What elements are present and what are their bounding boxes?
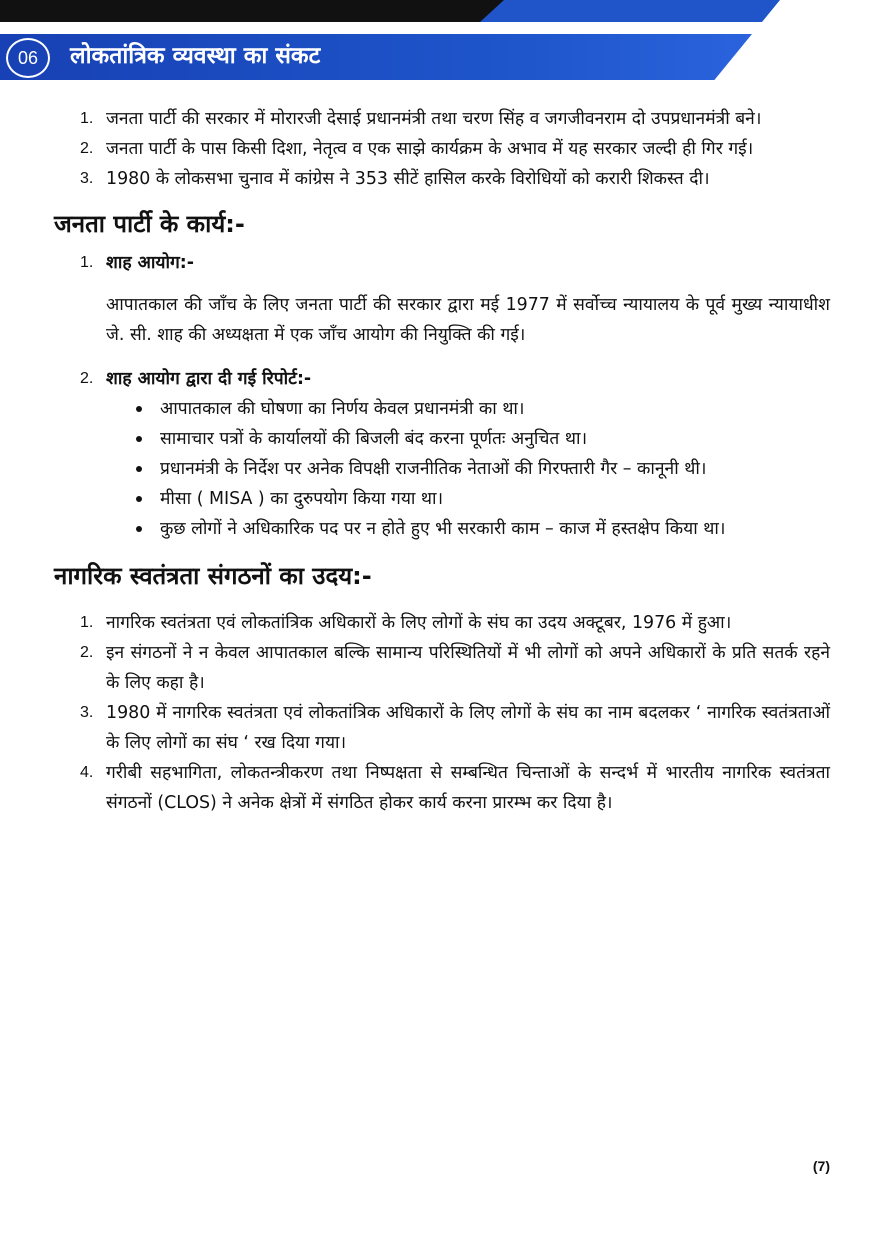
bullet-dot [136,526,142,532]
page-content [54,104,830,818]
list-item [54,608,830,638]
list-item [54,758,830,818]
bullet-item [54,424,830,454]
list-item [54,248,830,278]
list-number: 2. [80,644,94,661]
header-blue-accent [480,0,780,22]
bullet-dot [136,436,142,442]
list-item [54,638,830,698]
bullet-text: कुछ लोगों ने अधिकारिक पद पर न होते हुए भी सरकारी काम – काज में हस्तक्षेप किया था। [160,519,726,539]
list-item [54,364,830,394]
subheading-shah-report: शाह आयोग द्वारा दी गई रिपोर्ट:- [106,369,312,389]
list-number: 3. [80,170,94,187]
shah-commission-paragraph: आपातकाल की जाँच के लिए जनता पार्टी की सरकार द्वारा मई 1977 में सर्वोच्च न्यायालय के पूर्व मुख्य न्यायाधीश जे. सी. शाह की अध्यक्षता में एक जाँच आयोग की नियुक्ति की गई। [106,295,830,345]
intro-list [54,104,830,194]
janata-works-list [54,248,830,278]
list-text: जनता पार्टी के पास किसी दिशा, नेतृत्व व एक साझे कार्यक्रम के अभाव में यह सरकार जल्दी ही गिर गई। [106,139,754,159]
list-item [54,698,830,758]
list-item [54,164,830,194]
bullet-item [54,454,830,484]
header-black-bar [0,0,520,22]
list-number: 1. [80,254,94,271]
list-text: नागरिक स्वतंत्रता एवं लोकतांत्रिक अधिकारों के लिए लोगों के संघ का उदय अक्टूबर, 1976 में हुआ। [106,613,732,633]
list-text: इन संगठनों ने न केवल आपातकाल बल्कि सामान्य परिस्थितियों में भी लोगों को अपने अधिकारों के प्रति सतर्क रहने के लिए कहा है। [106,643,830,693]
list-number: 2. [80,140,94,157]
bullet-text: सामाचार पत्रों के कार्यालयों की बिजली बंद करना पूर्णतः अनुचित था। [160,429,588,449]
list-item [54,134,830,164]
bullet-item [54,484,830,514]
bullet-text: आपातकाल की घोषणा का निर्णय केवल प्रधानमंत्री का था। [160,399,525,419]
shah-report-bullets [54,394,830,544]
section-heading-civil-liberties: नागरिक स्वतंत्रता संगठनों का उदय:- [54,562,372,590]
list-number: 1. [80,614,94,631]
bullet-dot [136,466,142,472]
list-text: गरीबी सहभागिता, लोकतन्त्रीकरण तथा निष्पक्षता से सम्बन्धित चिन्ताओं के सन्दर्भ में भारतीय नागरिक स्वतंत्रता संगठनों (CLOS) ने अनेक क्षेत्रों में संगठित होकर कार्य करना प्रारम्भ कर दिया है। [106,763,830,813]
list-number: 1. [80,110,94,127]
list-number: 4. [80,764,94,781]
section-heading-janata-works: जनता पार्टी के कार्य:- [54,210,245,238]
bullet-item [54,514,830,544]
list-number: 2. [80,370,94,387]
chapter-title: लोकतांत्रिक व्यवस्था का संकट [70,43,321,69]
bullet-dot [136,406,142,412]
list-text: 1980 के लोकसभा चुनाव में कांग्रेस ने 353 सीटें हासिल करके विरोधियों को करारी शिकस्त दी। [106,169,710,189]
bullet-text: मीसा ( MISA ) का दुरुपयोग किया गया था। [160,489,444,509]
bullet-item [54,394,830,424]
page-number: (7) [812,1158,830,1174]
list-number: 3. [80,704,94,721]
list-text: जनता पार्टी की सरकार में मोरारजी देसाई प्रधानमंत्री तथा चरण सिंह व जगजीवनराम दो उपप्रधानमंत्री बने। [106,109,762,129]
chapter-number-badge: 06 [6,38,50,78]
civil-liberties-list [54,608,830,818]
janata-works-list-cont [54,364,830,394]
subheading-shah-commission: शाह आयोग:- [106,253,194,273]
bullet-text: प्रधानमंत्री के निर्देश पर अनेक विपक्षी राजनीतिक नेताओं की गिरफ्तारी गैर – कानूनी थी। [160,459,707,479]
list-item [54,104,830,134]
bullet-dot [136,496,142,502]
list-text: 1980 में नागरिक स्वतंत्रता एवं लोकतांत्रिक अधिकारों के लिए लोगों के संघ का नाम बदलकर ‘ नागरिक स्वतंत्रताओं के लिए लोगों का संघ ‘ रख दिया गया। [106,703,830,753]
